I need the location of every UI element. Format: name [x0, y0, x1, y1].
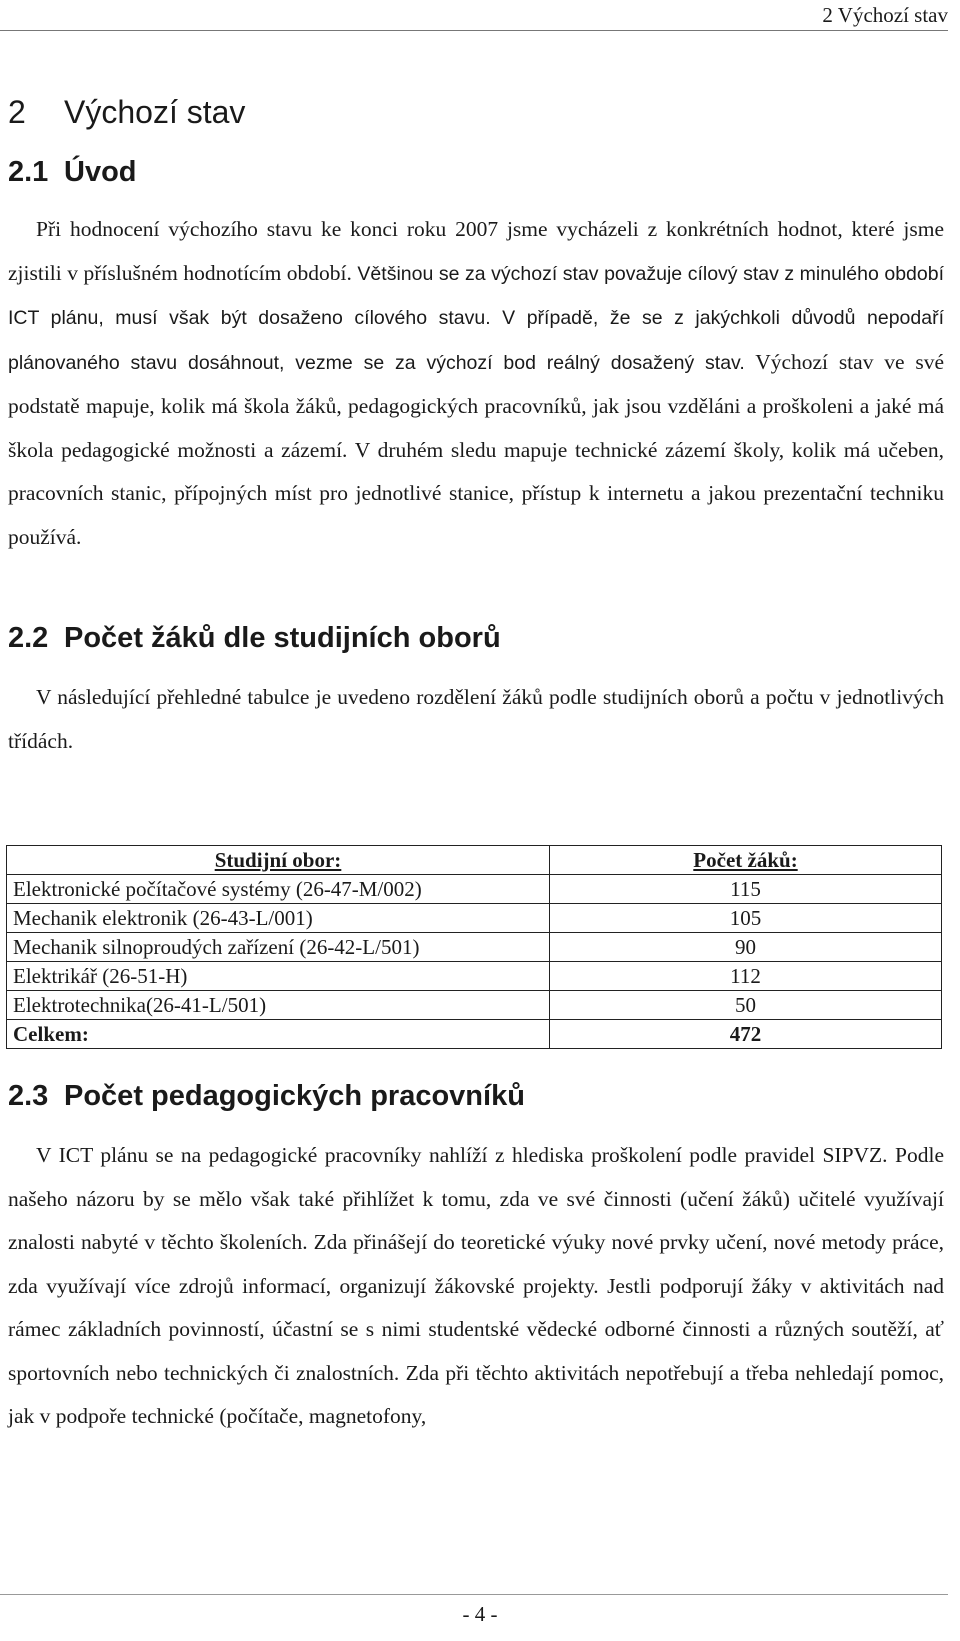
- table-cell-pocet: 105: [550, 904, 942, 933]
- table-cell-obor: Elektrotechnika(26-41-L/501): [7, 991, 550, 1020]
- subsection-heading-2-1: [8, 156, 137, 189]
- table-cell-obor: Mechanik elektronik (26-43-L/001): [7, 904, 550, 933]
- table-header-row: [7, 846, 942, 875]
- subsection-heading-2-3: [8, 1080, 525, 1113]
- table-header-pocet: Počet žáků:: [550, 846, 942, 875]
- section-heading: [8, 94, 245, 131]
- table-cell-obor: Elektrikář (26-51-H): [7, 962, 550, 991]
- subsection-number: 2.2: [8, 622, 49, 654]
- table-cell-obor: Mechanik silnoproudých zařízení (26-42-L/501): [7, 933, 550, 962]
- table-row: [7, 875, 942, 904]
- intro-paragraph: [8, 208, 944, 559]
- table-row: [7, 991, 942, 1020]
- table-cell-pocet: 50: [550, 991, 942, 1020]
- table-total-value: 472: [550, 1020, 942, 1049]
- teachers-paragraph: V ICT plánu se na pedagogické pracovníky nahlíží z hlediska proškolení podle pravidel SIPVZ. Podle našeho názoru by se mělo však také přihlížet k tomu, zda ve své činnosti (učení žáků) učitelé využívají znalosti nabyté v těchto školeních. Zda přinášejí do teoretické výuky nové prvky učení, nové metody práce, zda využívají více zdrojů informací, organizují žákovské projekty. Jestli podporují žáky v aktivitách nad rámec základních povinností, účastní se s nimi studentské vědecké odborné činnosti a různých soutěží, ať sportovních nebo technických či znalostních. Zda při těchto aktivitách nepotřebují a třeba nehledají pomoc, jak v podpoře technické (počítače, magnetofony,: [8, 1143, 944, 1428]
- table-row: [7, 962, 942, 991]
- intro-text-1: Při hodnocení výchozího stavu ke konci roku 2007 jsme vycházeli z konkrétních hodnot, které jsme zjistili v příslušném hodnotícím období.: [8, 217, 944, 285]
- running-header: 2 Výchozí stav: [0, 0, 948, 31]
- subsection-title: Počet žáků dle studijních oborů: [64, 622, 501, 654]
- intro-text-3: Výchozí stav ve své podstatě mapuje, kolik má škola žáků, pedagogických pracovníků, jak jsou vzděláni a proškoleni a jaké má škola pedagogické možnosti a zázemí. V druhém sledu mapuje technické zázemí školy, kolik má učeben, pracovních stanic, přípojných míst pro jednotlivé stanice, přístup k internetu a jakou prezentační techniku používá.: [8, 349, 944, 549]
- table-total-row: [7, 1020, 942, 1049]
- subsection-title: Počet pedagogických pracovníků: [64, 1080, 525, 1112]
- students-paragraph: V následující přehledné tabulce je uvedeno rozdělení žáků podle studijních oborů a počtu v jednotlivých třídách.: [8, 685, 944, 753]
- page-number: - 4 -: [462, 1602, 498, 1626]
- table-total-label: Celkem:: [7, 1020, 550, 1049]
- table-row: [7, 933, 942, 962]
- students-table: [6, 845, 942, 1049]
- section-number: 2: [8, 94, 26, 130]
- subsection-number: 2.3: [8, 1080, 49, 1112]
- footer-rule: [0, 1594, 948, 1595]
- table-cell-pocet: 115: [550, 875, 942, 904]
- table-cell-obor: Elektronické počítačové systémy (26-47-M/002): [7, 875, 550, 904]
- intro-text-2: Většinou se za výchozí stav považuje cílový stav z minulého období ICT plánu, musí však být dosaženo cílového stavu. V případě, že se z jakýchkoli důvodů nepodaří plánovaného stavu dosáhnout, vezme se za výchozí bod reálný dosažený stav.: [8, 262, 944, 374]
- section-title: Výchozí stav: [64, 94, 246, 130]
- subsection-heading-2-2: [8, 622, 501, 655]
- table-header-obor: Studijní obor:: [7, 846, 550, 875]
- table-row: [7, 904, 942, 933]
- table-cell-pocet: 112: [550, 962, 942, 991]
- subsection-number: 2.1: [8, 156, 49, 188]
- subsection-title: Úvod: [64, 156, 137, 188]
- table-cell-pocet: 90: [550, 933, 942, 962]
